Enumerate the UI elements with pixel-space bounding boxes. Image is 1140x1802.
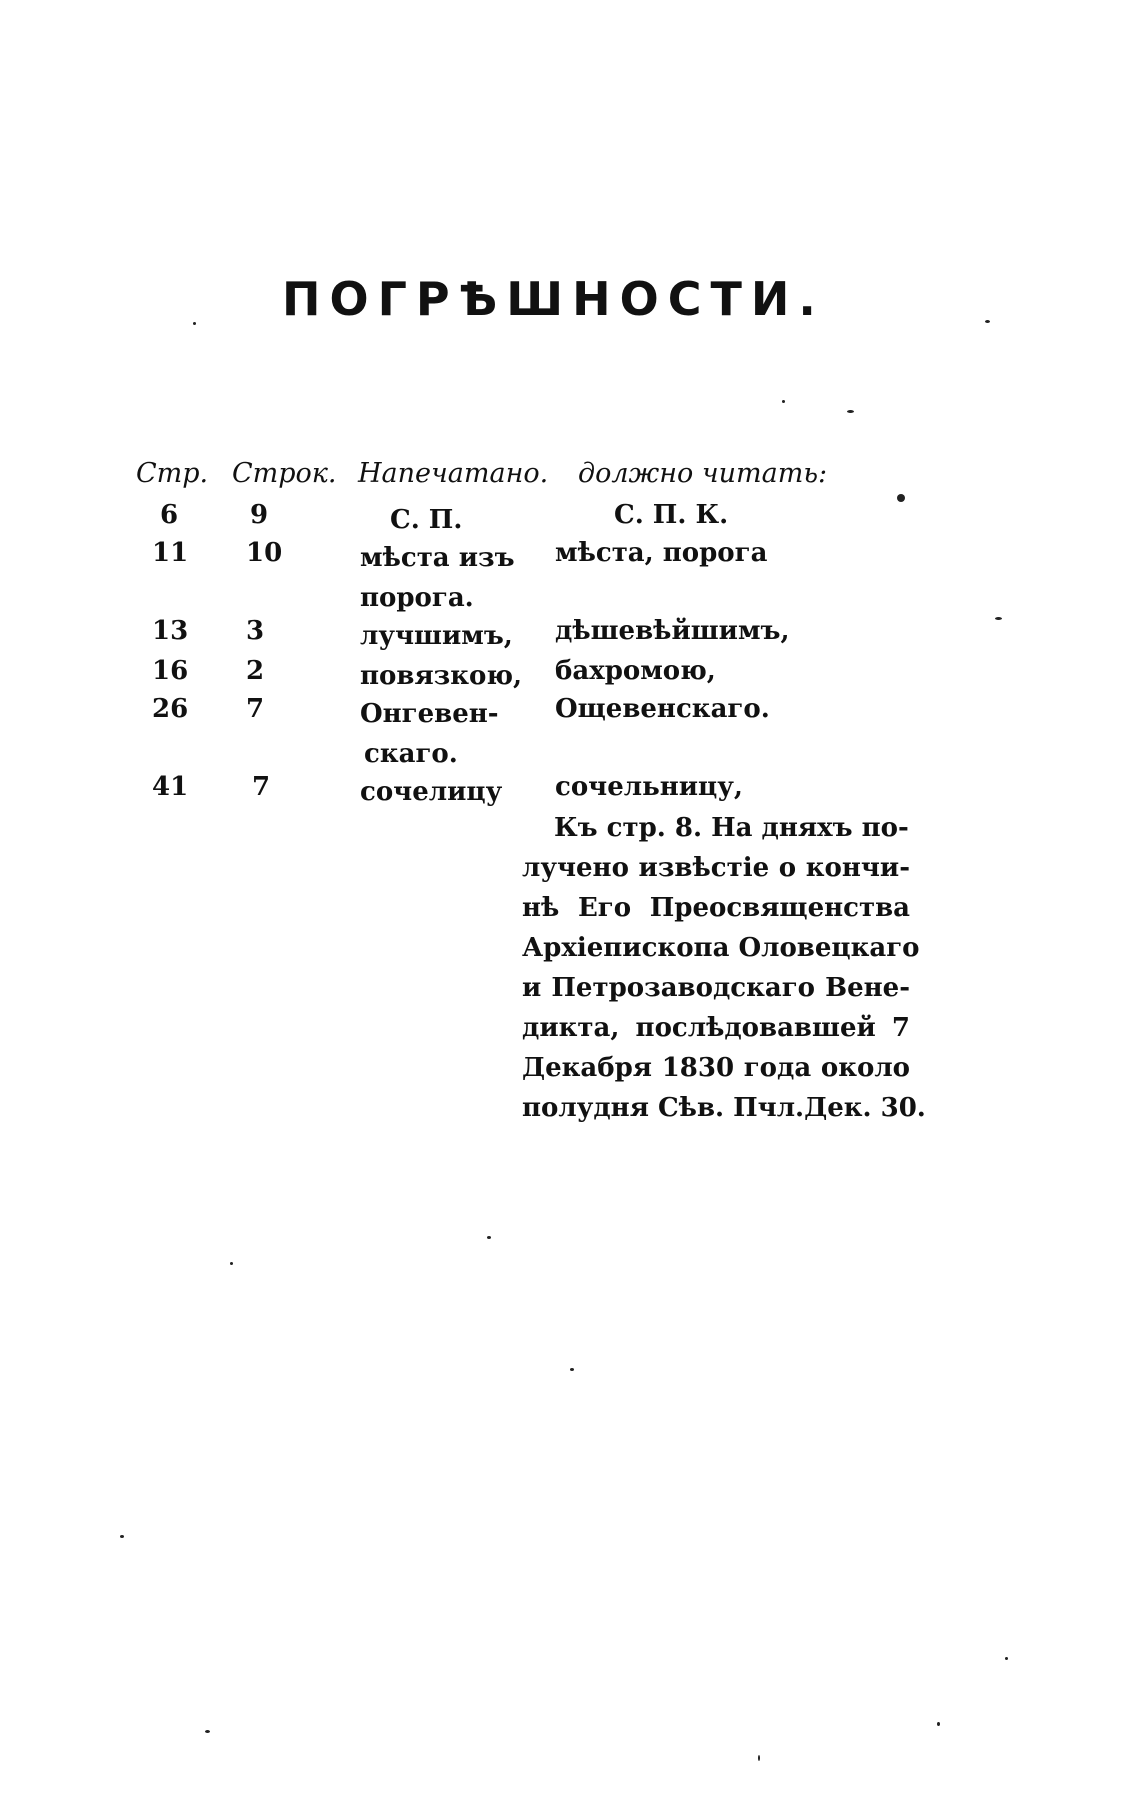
scan-speck bbox=[487, 1236, 491, 1239]
errata-printed bbox=[360, 538, 515, 618]
column-header-correct: должно читать: bbox=[578, 458, 828, 489]
errata-page-number: 6 bbox=[160, 500, 179, 530]
errata-correct: С. П. К. bbox=[614, 500, 729, 530]
errata-correct: дѣшевѣйшимъ, bbox=[555, 616, 790, 646]
scan-speck bbox=[570, 1368, 574, 1371]
scan-speck bbox=[758, 1755, 760, 1761]
scan-speck bbox=[193, 322, 196, 325]
errata-page-number: 13 bbox=[152, 616, 189, 646]
errata-line-number: 10 bbox=[246, 538, 283, 568]
errata-printed-line: мѣста изъ bbox=[360, 543, 515, 573]
errata-printed bbox=[360, 694, 499, 774]
column-header-line: Строк. bbox=[232, 458, 337, 489]
scan-speck bbox=[205, 1730, 210, 1733]
note-line: и Петрозаводскаго Вене- bbox=[522, 973, 910, 1003]
errata-page-number: 26 bbox=[152, 694, 189, 724]
scan-speck bbox=[995, 617, 1002, 620]
errata-printed: повязкою, bbox=[360, 661, 523, 691]
scan-speck bbox=[937, 1722, 940, 1726]
errata-page-number: 11 bbox=[152, 538, 189, 568]
scan-speck bbox=[1005, 1657, 1008, 1660]
errata-line-number: 9 bbox=[250, 500, 269, 530]
errata-line-number: 7 bbox=[252, 772, 271, 802]
errata-line-number: 3 bbox=[246, 616, 265, 646]
note-line: полудня Сѣв. Пчл.Дек. 30. bbox=[522, 1093, 926, 1123]
errata-correct: мѣста, порога bbox=[555, 538, 768, 568]
errata-line-number: 2 bbox=[246, 656, 265, 686]
errata-printed: сочелицу bbox=[360, 777, 503, 807]
errata-printed-line: скаго. bbox=[364, 739, 458, 769]
note-line: Архіепископа Оловецкаго bbox=[522, 933, 920, 963]
scan-speck bbox=[120, 1535, 124, 1538]
column-header-page: Стр. bbox=[136, 458, 209, 489]
note-line: Къ стр. 8. На дняхъ по- bbox=[554, 813, 909, 843]
errata-correct: Ощевенскаго. bbox=[555, 694, 770, 724]
errata-page-number: 16 bbox=[152, 656, 189, 686]
scan-speck bbox=[782, 400, 785, 403]
note-line: дикта, послѣдовавшей 7 bbox=[522, 1013, 910, 1043]
errata-printed: С. П. bbox=[390, 505, 463, 535]
errata-printed: лучшимъ, bbox=[360, 621, 513, 651]
scan-speck bbox=[897, 494, 905, 502]
errata-page-number: 41 bbox=[152, 772, 189, 802]
column-header-printed: Напечатано. bbox=[358, 458, 549, 489]
scan-speck bbox=[847, 410, 854, 413]
note-line: нѣ Его Преосвященства bbox=[522, 893, 910, 923]
errata-printed-line: Онгевен- bbox=[360, 699, 499, 729]
scan-speck bbox=[985, 320, 990, 323]
scan-speck bbox=[230, 1262, 233, 1265]
errata-correct: бахромою, bbox=[555, 656, 716, 686]
note-line: лучено извѣстіе о кончи- bbox=[522, 853, 910, 883]
errata-printed-line: порога. bbox=[360, 583, 474, 613]
page-title: ПОГРѢШНОСТИ. bbox=[282, 272, 825, 326]
errata-correct: сочельницу, bbox=[555, 772, 743, 802]
errata-note bbox=[522, 808, 926, 1128]
note-line: Декабря 1830 года около bbox=[522, 1053, 910, 1083]
errata-line-number: 7 bbox=[246, 694, 265, 724]
